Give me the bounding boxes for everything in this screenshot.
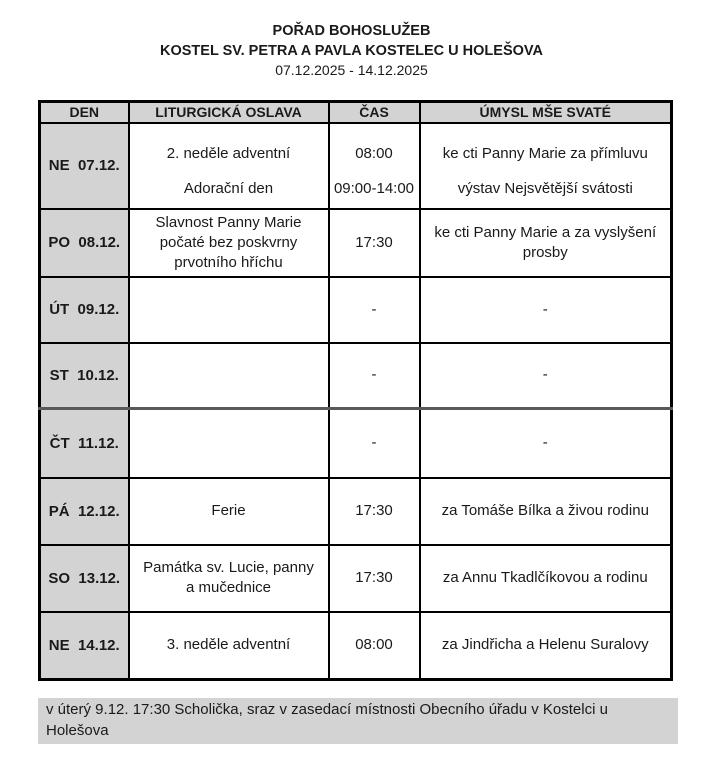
day-cell: NE 14.12. <box>40 612 129 680</box>
time-entry: 09:00-14:00 <box>333 179 415 197</box>
intention-cell: - <box>420 277 672 343</box>
time-cell: 17:30 <box>329 478 420 545</box>
table-header-row <box>40 102 672 123</box>
table-row-st-1012 <box>40 343 672 409</box>
celebration-cell <box>129 209 329 277</box>
celebration-cell <box>129 123 329 209</box>
day-cell: PÁ 12.12. <box>40 478 129 545</box>
celebration-line: a mučednice <box>185 579 272 596</box>
column-header-den: DEN <box>40 102 129 123</box>
day-cell: SO 13.12. <box>40 545 129 612</box>
schedule-table <box>38 100 673 681</box>
intention-line: prosby <box>522 243 568 261</box>
table-row-ct-1112 <box>40 409 672 478</box>
celebration-line: Slavnost Panny Marie <box>155 213 302 231</box>
table-row-ut-0912 <box>40 277 672 343</box>
document-header <box>0 22 703 81</box>
page-subtitle: KOSTEL SV. PETRA A PAVLA KOSTELEC U HOLEŠOVA <box>160 42 543 59</box>
footnote-line: v úterý 9.12. 17:30 Scholička, sraz v zasedací místnosti Obecního úřadu v Kostelci u <box>46 701 608 718</box>
time-entry: 08:00 <box>355 144 393 162</box>
table-row-pa-1212 <box>40 478 672 545</box>
time-cell: 08:00 <box>329 612 420 680</box>
time-cell: - <box>329 343 420 409</box>
celebration-cell: Ferie <box>129 478 329 545</box>
intention-cell <box>420 123 672 209</box>
intention-cell: - <box>420 409 672 478</box>
celebration-cell: 3. neděle adventní <box>129 612 329 680</box>
celebration-cell <box>129 545 329 612</box>
column-header-umysl: ÚMYSL MŠE SVATÉ <box>420 102 672 123</box>
footnote-line: Holešova <box>46 721 109 739</box>
celebration-cell <box>129 409 329 478</box>
table-row-so-1312 <box>40 545 672 612</box>
intention-entry: výstav Nejsvětější svátosti <box>457 179 633 197</box>
day-cell: ST 10.12. <box>40 343 129 409</box>
column-header-cas: ČAS <box>329 102 420 123</box>
page-title: POŘAD BOHOSLUŽEB <box>272 23 431 39</box>
day-cell: PO 08.12. <box>40 209 129 277</box>
table-row-po-0812 <box>40 209 672 277</box>
celebration-cell <box>129 343 329 409</box>
intention-cell <box>420 209 672 277</box>
intention-cell: za Jindřicha a Helenu Suralovy <box>420 612 672 680</box>
intention-entry: ke cti Panny Marie za přímluvu <box>442 144 648 162</box>
time-cell: - <box>329 409 420 478</box>
date-range: 07.12.2025 - 14.12.2025 <box>275 62 428 78</box>
time-cell <box>329 123 420 209</box>
time-cell: 17:30 <box>329 545 420 612</box>
celebration-entry: Adorační den <box>183 179 274 197</box>
intention-line: ke cti Panny Marie a za vyslyšení <box>434 223 657 241</box>
time-cell: - <box>329 277 420 343</box>
table-row-ne-1412 <box>40 612 672 680</box>
intention-cell: za Annu Tkadlčíkovou a rodinu <box>420 545 672 612</box>
celebration-line: počaté bez poskvrny <box>159 233 298 251</box>
column-header-liturgicka-oslava: LITURGICKÁ OSLAVA <box>129 102 329 123</box>
celebration-line: prvotního hříchu <box>174 253 283 271</box>
day-cell: ÚT 09.12. <box>40 277 129 343</box>
footnote-bar <box>38 698 678 744</box>
intention-cell: - <box>420 343 672 409</box>
celebration-entry: 2. neděle adventní <box>166 144 291 162</box>
time-cell: 17:30 <box>329 209 420 277</box>
celebration-line: Památka sv. Lucie, panny <box>143 559 314 576</box>
intention-cell: za Tomáše Bílka a živou rodinu <box>420 478 672 545</box>
table-row-ne-0712 <box>40 123 672 209</box>
day-cell: NE 07.12. <box>40 123 129 209</box>
day-cell: ČT 11.12. <box>40 409 129 478</box>
celebration-cell <box>129 277 329 343</box>
